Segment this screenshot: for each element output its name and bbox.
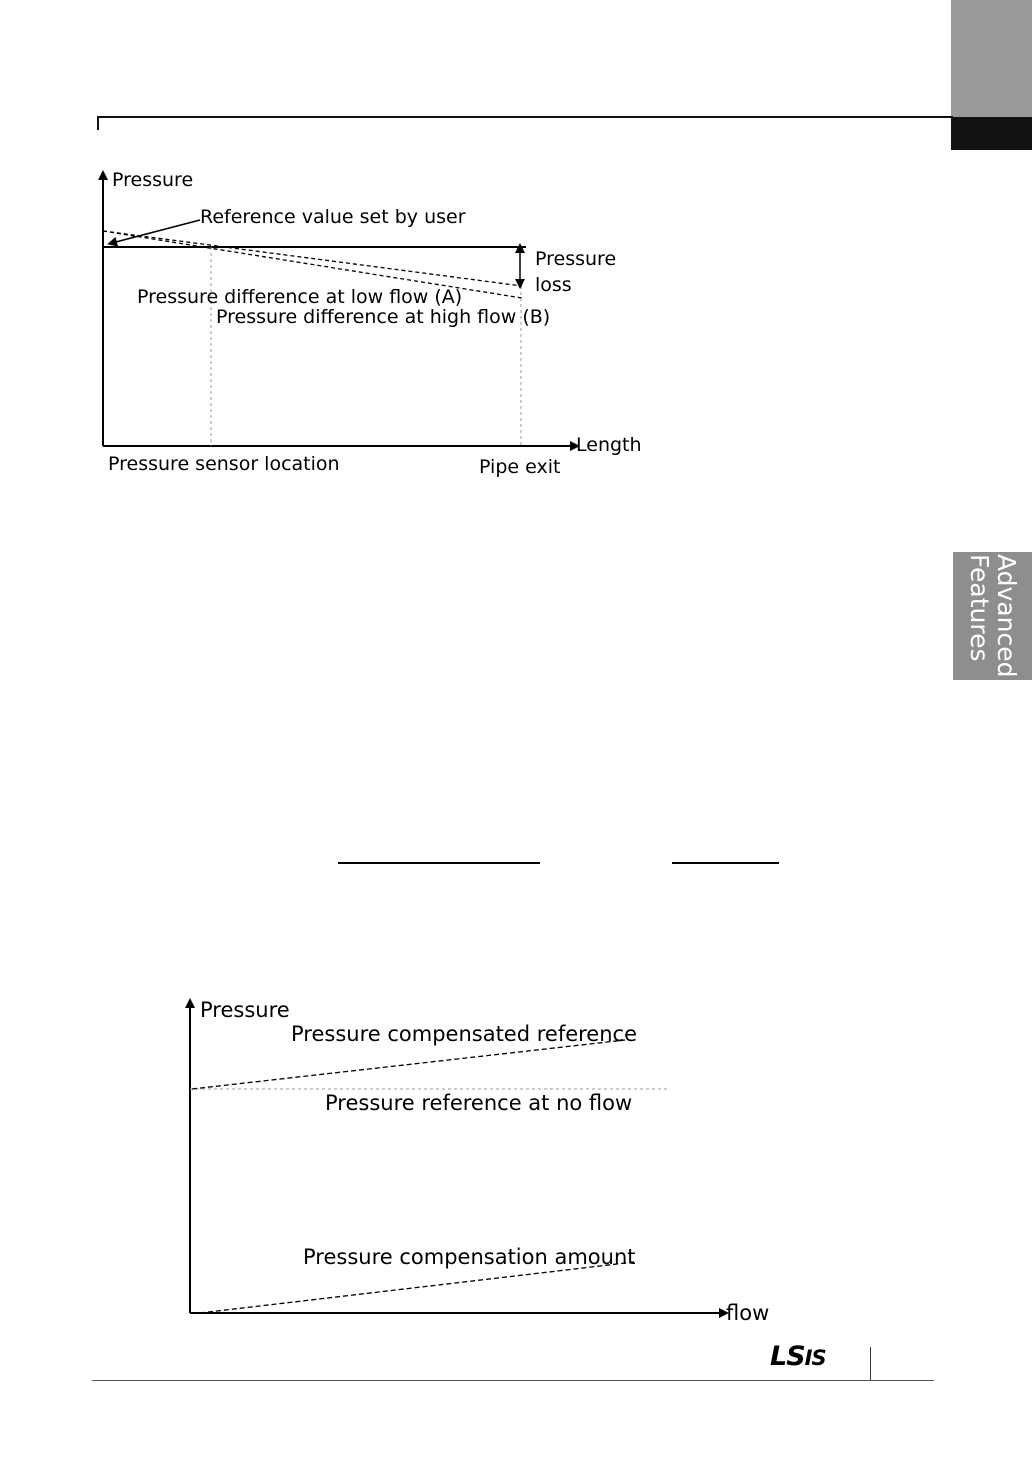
no-flow-label: Pressure reference at no flow xyxy=(325,1091,633,1115)
y-axis-label-2: Pressure xyxy=(200,998,290,1022)
low-flow-line xyxy=(103,231,522,286)
footer-rule xyxy=(92,1380,934,1381)
section-tab[interactable] xyxy=(953,552,1032,680)
compensated-label: Pressure compensated reference xyxy=(291,1022,637,1046)
footer-separator xyxy=(870,1347,871,1380)
amount-line xyxy=(200,1262,634,1313)
side-tab-gray xyxy=(951,0,1032,117)
low-flow-label: Pressure difference at low flow (A) xyxy=(137,286,463,308)
x-axis-label-2: flow xyxy=(726,1301,770,1325)
high-flow-label: Pressure difference at high flow (B) xyxy=(216,306,551,328)
pipe-exit-label: Pipe exit xyxy=(479,456,561,478)
pressure-loss-label-2: loss xyxy=(535,274,572,296)
company-logo xyxy=(770,1343,826,1370)
x-axis-label: Length xyxy=(576,434,642,456)
pressure-loss-label-1: Pressure xyxy=(535,248,617,270)
sensor-location-label: Pressure sensor location xyxy=(108,453,340,475)
side-tab-black xyxy=(951,117,1032,150)
section-tab-label xyxy=(966,554,1020,678)
section-tab-line1: Advanced xyxy=(991,554,1021,678)
y-axis-label: Pressure xyxy=(112,169,194,191)
blank-line-1 xyxy=(338,862,540,864)
figure-pressure-vs-flow xyxy=(0,990,800,1330)
reference-label: Reference value set by user xyxy=(200,206,466,228)
figure-pressure-vs-length xyxy=(0,0,700,500)
compensated-line xyxy=(192,1040,625,1089)
logo-main: LS xyxy=(770,1341,805,1372)
section-tab-line2: Features xyxy=(964,554,994,662)
logo-sub: IS xyxy=(804,1346,826,1370)
amount-label: Pressure compensation amount xyxy=(303,1245,636,1269)
reference-pointer xyxy=(112,220,200,243)
blank-line-2 xyxy=(672,862,779,864)
